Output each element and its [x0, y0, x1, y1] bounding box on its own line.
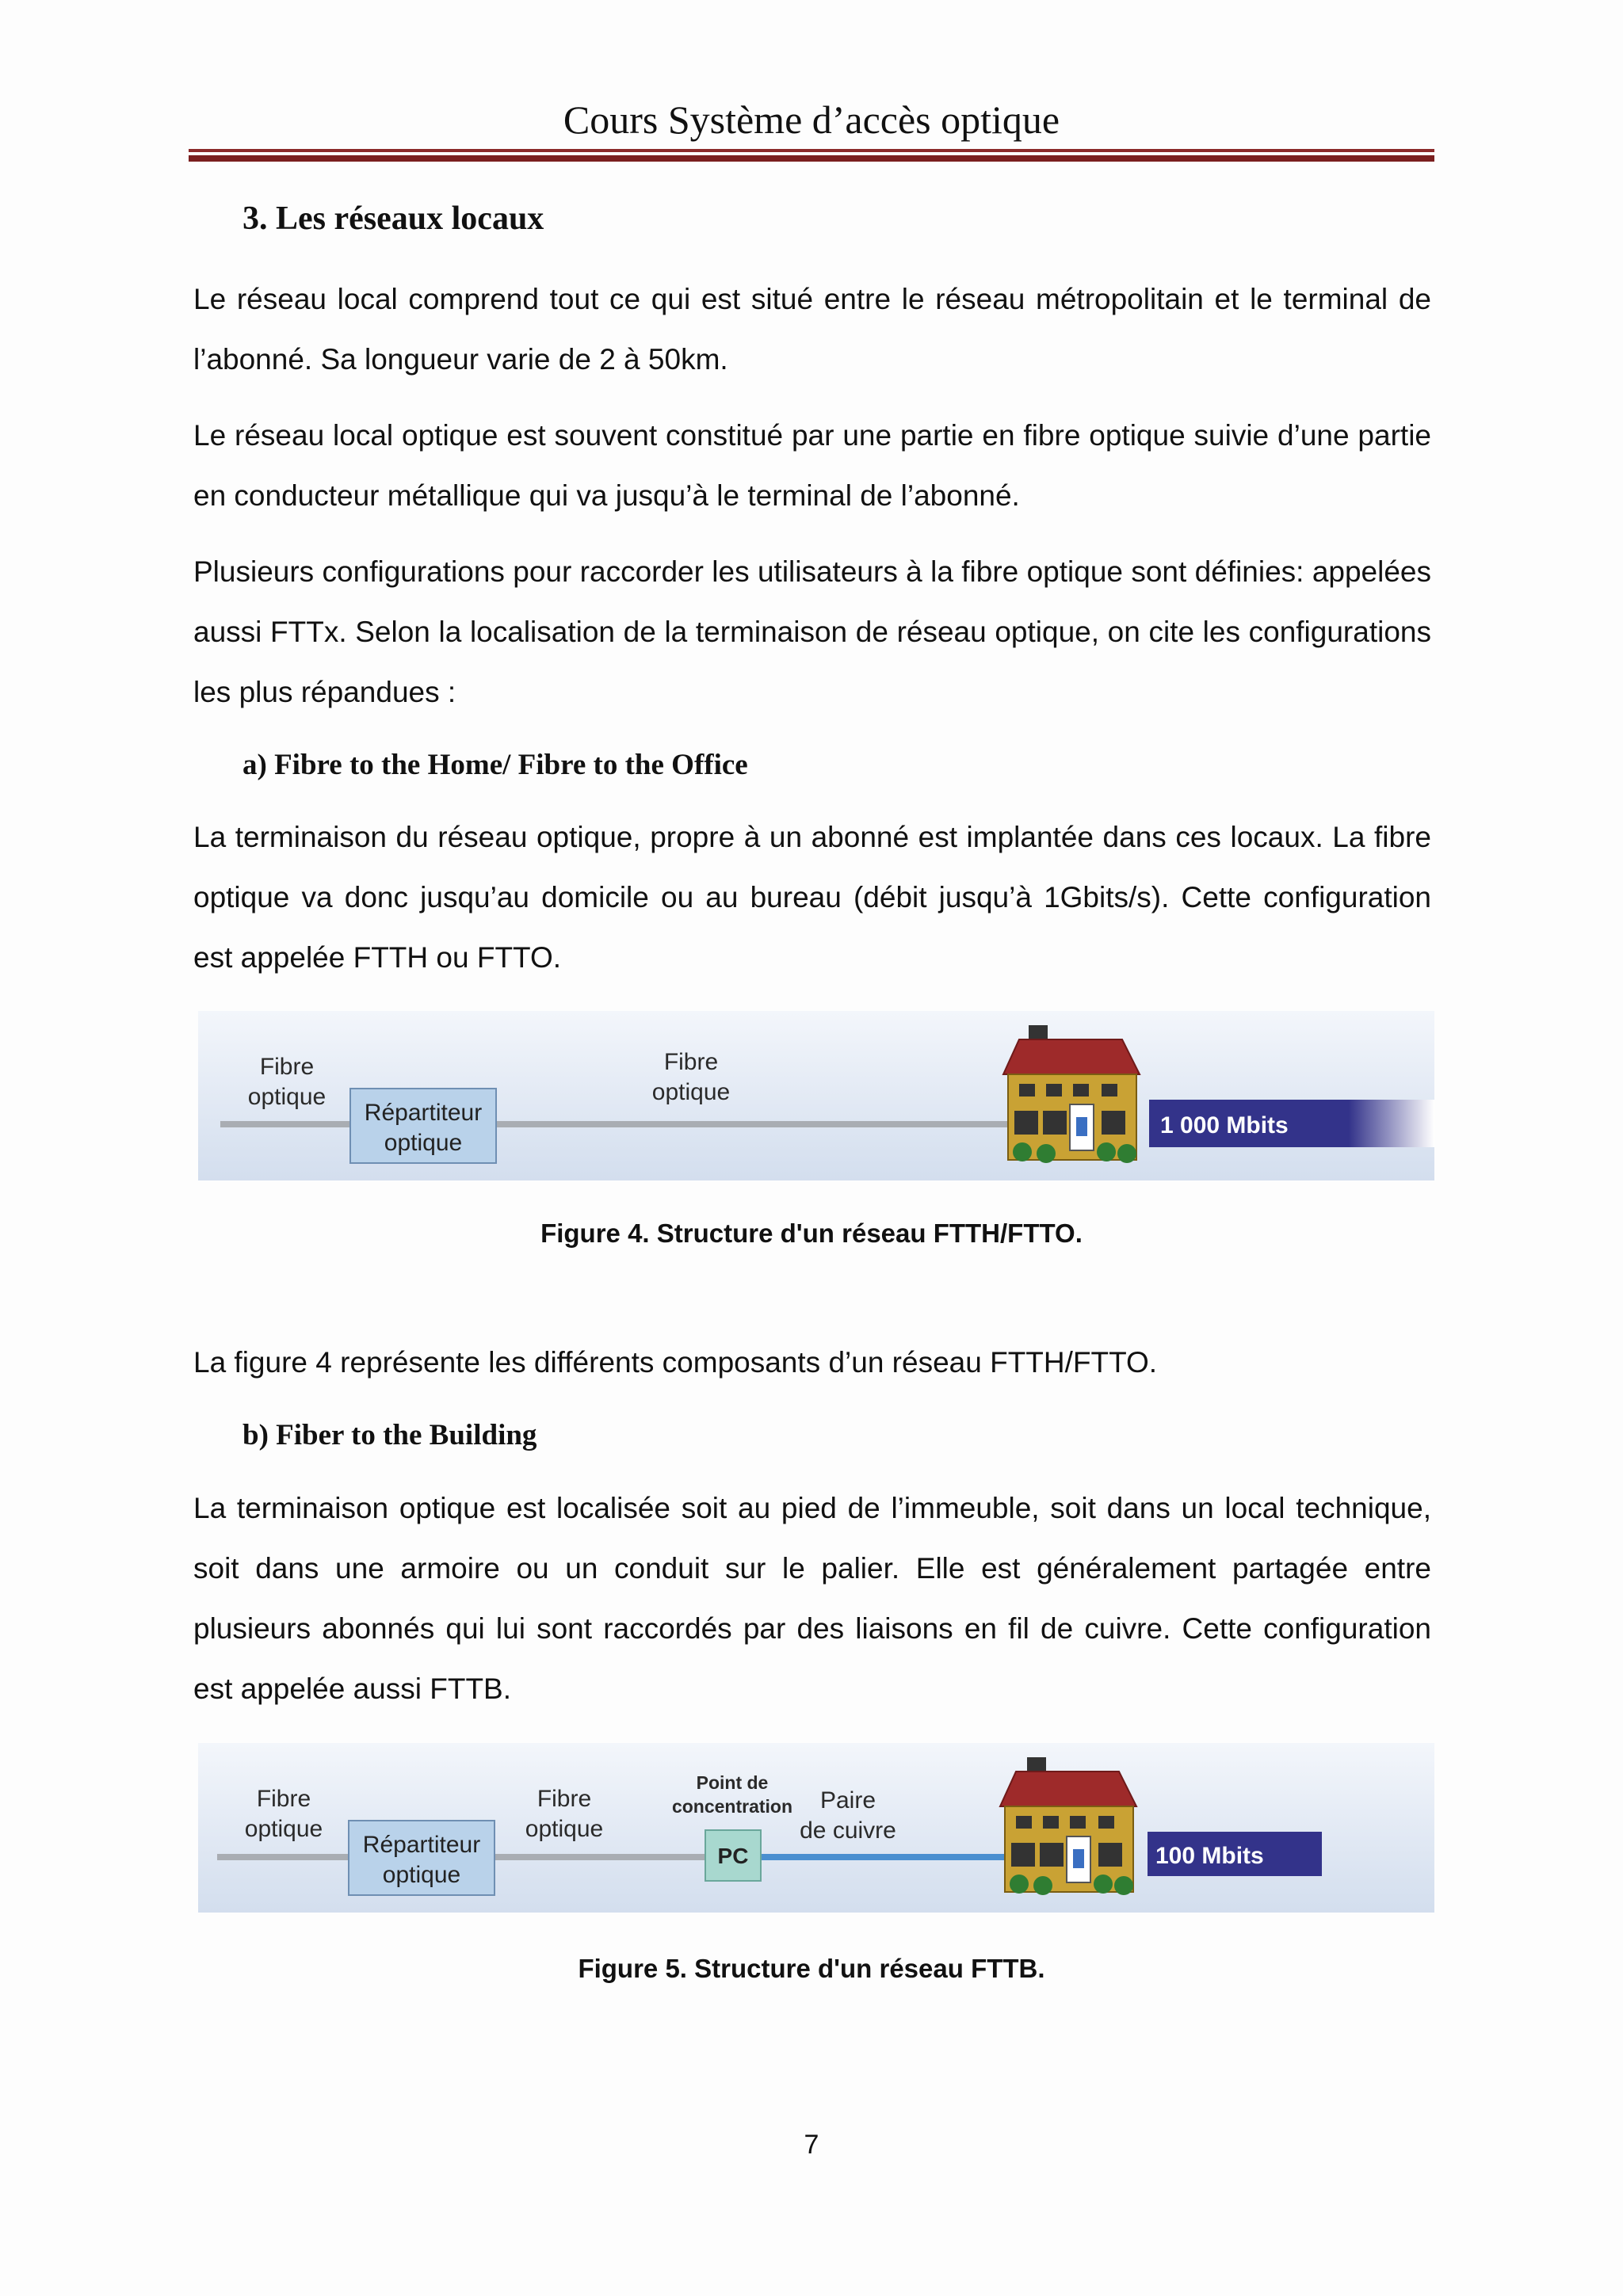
fibre-left-label-2: optique [244, 1816, 323, 1842]
figure-ftth [198, 1011, 1434, 1180]
fibre-mid-label-1: Fibre [537, 1786, 592, 1812]
repartiteur-label-2: optique [382, 1862, 461, 1888]
figure-fttb [198, 1743, 1434, 1913]
paire-label-2: de cuivre [800, 1817, 896, 1844]
header-rule-thin [189, 149, 1434, 152]
repartiteur-label-1: Répartiteur [364, 1100, 483, 1126]
paragraph-1: Le réseau local comprend tout ce qui est situé entre le réseau métropolitain et le terminal de l’abonné. Sa longueur varie de 2 à 50km. [193, 283, 1431, 376]
fibre-left-label-1: Fibre [256, 1786, 311, 1812]
paire-label-1: Paire [819, 1787, 876, 1814]
house-icon [1003, 1025, 1140, 1163]
fibre-mid-label-1: Fibre [663, 1049, 719, 1075]
building-icon [1000, 1757, 1136, 1895]
speed-label: 100 Mbits [1155, 1843, 1264, 1869]
subsection-a-after: La figure 4 représente les différents composants d’un réseau FTTH/FTTO. [193, 1346, 1158, 1379]
fibre-mid-label-2: optique [525, 1816, 604, 1842]
pc-label: PC [717, 1844, 749, 1868]
ftth-diagram [198, 1011, 1434, 1180]
paragraph-2: Le réseau local optique est souvent constitué par une partie en fibre optique suivie d’une partie en conducteur métallique qui va jusqu’à le terminal de l’abonné. [193, 419, 1431, 512]
repartiteur-label-2: optique [384, 1130, 463, 1156]
fibre-left-label-1: Fibre [259, 1054, 315, 1080]
point-label-1: Point de [696, 1772, 769, 1793]
header-rule-thick [189, 155, 1434, 162]
subsection-a-paragraph: La terminaison du réseau optique, propre à un abonné est implantée dans ces locaux. La fibre optique va donc jusqu’au domicile ou au bureau (débit jusqu’à 1Gbits/s). Cette configuration est appelée FTTH ou FTTO. [193, 821, 1431, 974]
repartiteur-label-1: Répartiteur [362, 1832, 481, 1858]
point-label-2: concentration [671, 1796, 793, 1817]
figure-4-caption: Figure 4. Structure d'un réseau FTTH/FTTO. [540, 1219, 1083, 1248]
fibre-mid-label-2: optique [651, 1079, 731, 1105]
subsection-b-heading: b) Fiber to the Building [242, 1419, 537, 1451]
subsection-a-heading: a) Fibre to the Home/ Fibre to the Office [242, 749, 748, 781]
section-heading: 3. Les réseaux locaux [242, 200, 544, 237]
page-number: 7 [804, 2130, 819, 2160]
running-header-title: Cours Système d’accès optique [563, 97, 1060, 142]
paragraph-3: Plusieurs configurations pour raccorder les utilisateurs à la fibre optique sont définies: appelées aussi FTTx. Selon la localisation de la terminaison de réseau optique, on cite les configurations les plus répandues : [193, 555, 1431, 708]
fttb-diagram [198, 1743, 1434, 1913]
fibre-left-label-2: optique [247, 1084, 327, 1110]
figure-5-caption: Figure 5. Structure d'un réseau FTTB. [578, 1954, 1045, 1983]
speed-label: 1 000 Mbits [1160, 1112, 1289, 1138]
subsection-b-paragraph: La terminaison optique est localisée soit au pied de l’immeuble, soit dans un local technique, soit dans une armoire ou un conduit sur le palier. Elle est généralement partagée entre plusieurs abonnés qui lui sont raccordés par des liaisons en fil de cuivre. Cette configuration est appelée aussi FTTB. [193, 1492, 1431, 1705]
